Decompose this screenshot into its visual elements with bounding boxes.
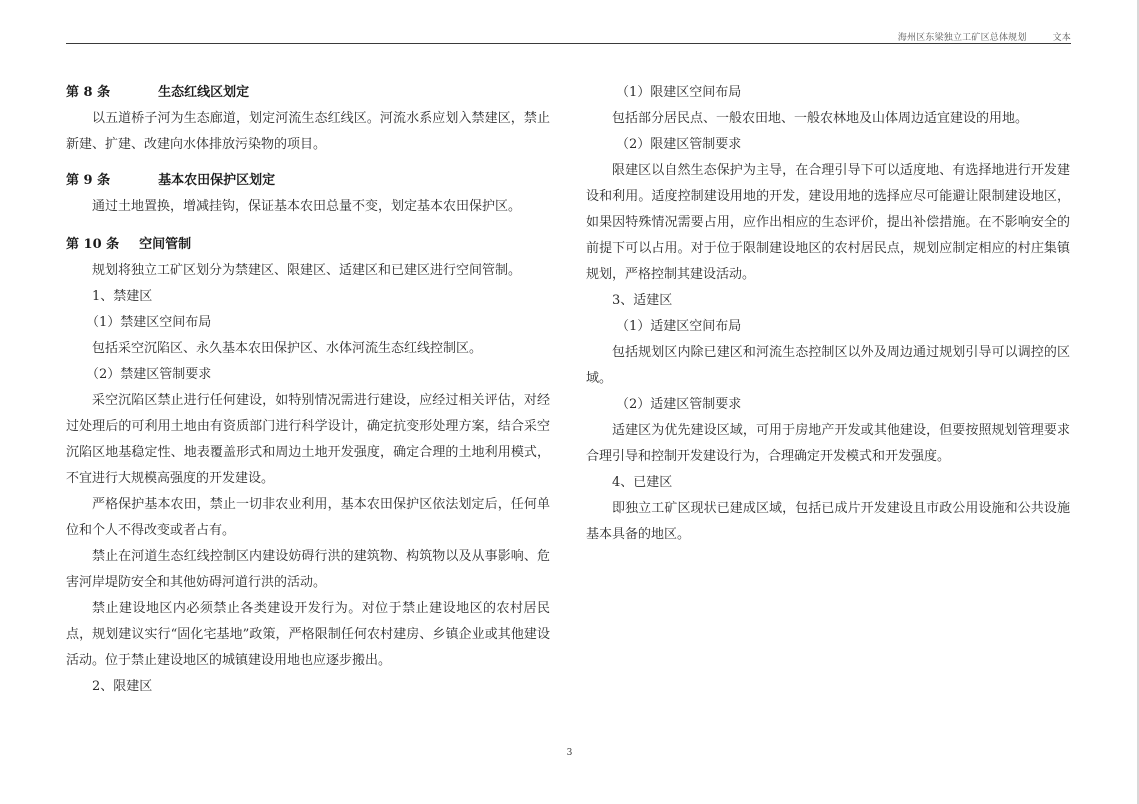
zone-2-sub2-heading: （2）限建区管制要求 (616, 137, 742, 152)
article-9-paragraph: 通过土地置换，增减挂钩，保证基本农田总量不变，划定基本农田保护区。 (92, 199, 522, 214)
article-8-paragraph: 以五道桥子河为生态廊道，划定河流生态红线区。河流水系应划入禁建区，禁止新建、扩建、改建向水体排放污染物的项目。 (66, 111, 550, 152)
zone-3-sub2-heading: （2）适建区管制要求 (616, 397, 742, 412)
zone-1-sub1-text: 包括采空沉陷区、永久基本农田保护区、水体河流生态红线控制区。 (92, 341, 483, 356)
header-rule (66, 43, 1071, 44)
zone-1-paragraph: 采空沉陷区禁止进行任何建设，如特别情况需进行建设，应经过相关评估，对经过处理后的可利用土地由有资质部门进行科学设计，确定抗变形处理方案，结合采空沉陷区地基稳定性、地表覆盖形式和周边土地开发强度，确定合理的土地利用模式，不宜进行大规模高强度的开发建设。 (66, 393, 550, 486)
zone-1-sub1-heading: （1）禁建区空间布局 (86, 315, 212, 330)
zone-1-paragraph: 禁止建设地区内必须禁止各类建设开发行为。对位于禁止建设地区的农村居民点，规划建议实行“固化宅基地”政策，严格限制任何农村建房、乡镇企业或其他建设活动。位于禁止建设地区的城镇建设用地也应逐步搬出。 (66, 601, 550, 668)
header-text (898, 30, 1071, 43)
zone-2-text: 限建区以自然生态保护为主导，在合理引导下可以适度地、有选择地进行开发建设和利用。适度控制建设用地的开发，建设用地的选择应尽可能避让限制建设地区，如果因特殊情况需要占用，应作出相应的生态评价，提出补偿措施。在不影响安全的前提下可以占用。对于位于限制建设地区的农村居民点，规划应制定相应的村庄集镇规划，严格控制其建设活动。 (586, 163, 1070, 282)
header-doc-type: 文本 (1052, 33, 1071, 43)
zone-3-text: 适建区为优先建设区域，可用于房地产开发或其他建设，但要按照规划管理要求合理引导和控制开发建设行为，合理确定开发模式和开发强度。 (586, 423, 1070, 464)
zone-4-text: 即独立工矿区现状已建成区域，包括已成片开发建设且市政公用设施和公共设施基本具备的地区。 (586, 501, 1070, 542)
zone-2-sub1-text: 包括部分居民点、一般农田地、一般农林地及山体周边适宜建设的用地。 (612, 111, 1029, 126)
zone-4-heading: 4、已建区 (612, 475, 673, 490)
article-title: 空间管制 (139, 237, 192, 252)
right-column (586, 80, 1070, 548)
article-title: 生态红线区划定 (158, 85, 250, 100)
zone-2-heading: 2、限建区 (92, 679, 153, 694)
article-title: 基本农田保护区划定 (158, 173, 276, 188)
article-number: 第 10 条 (66, 237, 120, 252)
zone-3-sub1-heading: （1）适建区空间布局 (616, 319, 742, 334)
zone-3-sub1-text: 包括规划区内除已建区和河流生态控制区以外及周边通过规划引导可以调控的区域。 (586, 345, 1070, 386)
article-10-heading (66, 232, 550, 258)
zone-1-paragraph: 严格保护基本农田，禁止一切非农业利用，基本农田保护区依法划定后，任何单位和个人不得改变或者占有。 (66, 497, 550, 538)
zone-1-paragraph: 禁止在河道生态红线控制区内建设妨碍行洪的建筑物、构筑物以及从事影响、危害河岸堤防安全和其他妨碍河道行洪的活动。 (66, 549, 550, 590)
article-10-intro: 规划将独立工矿区划分为禁建区、限建区、适建区和已建区进行空间管制。 (92, 263, 522, 278)
zone-1-sub2-heading: （2）禁建区管制要求 (86, 367, 212, 382)
article-9-heading (66, 168, 550, 194)
page-number: 3 (566, 748, 573, 758)
zone-1-heading: 1、禁建区 (92, 289, 153, 304)
article-8-heading (66, 80, 550, 106)
article-number: 第 8 条 (66, 85, 111, 100)
zone-2-sub1-heading: （1）限建区空间布局 (616, 85, 742, 100)
zone-3-heading: 3、适建区 (612, 293, 673, 308)
left-column (66, 80, 550, 700)
running-header (66, 30, 1071, 43)
header-doc-title: 海州区东梁独立工矿区总体规划 (897, 33, 1027, 43)
article-number: 第 9 条 (66, 173, 111, 188)
